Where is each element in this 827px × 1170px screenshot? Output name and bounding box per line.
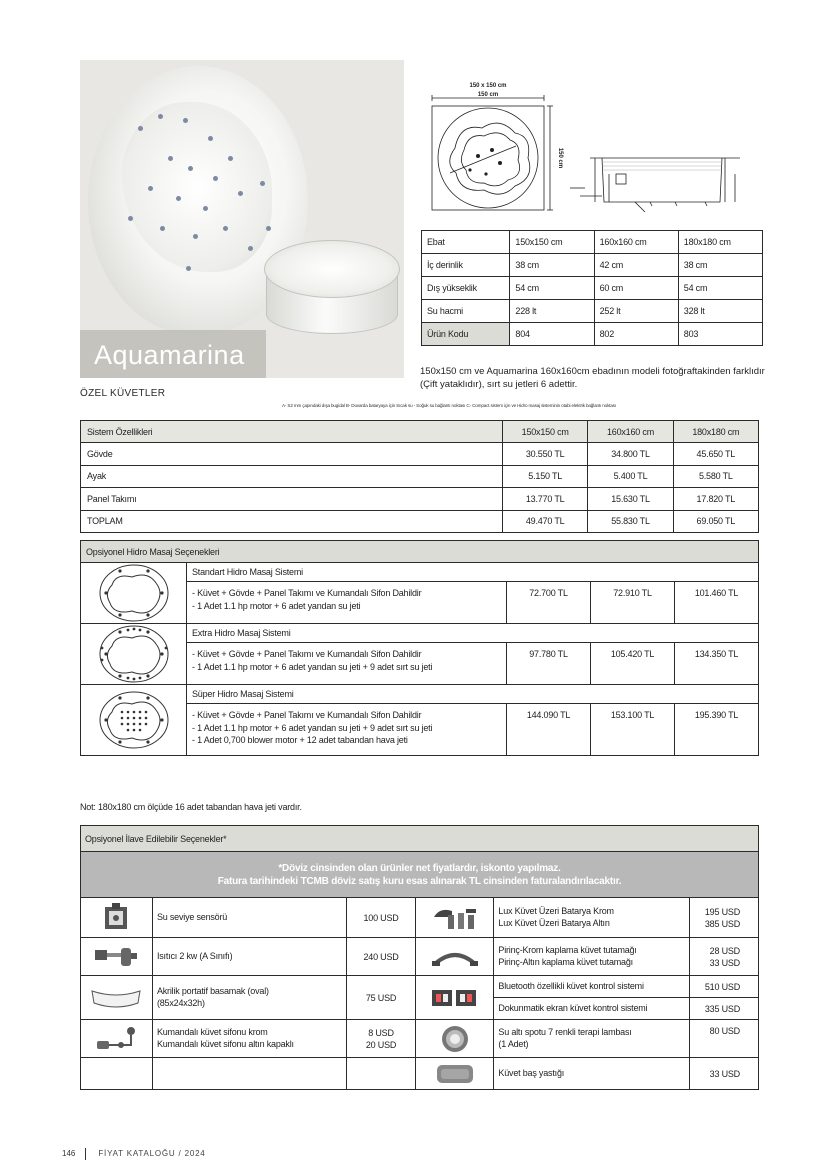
option-price-line: 20 USD — [365, 1039, 397, 1050]
option-name — [494, 938, 690, 976]
size-header: 160x160 cm — [588, 421, 673, 443]
option-price: 335 USD — [690, 998, 759, 1020]
hydro-system-row — [81, 685, 759, 704]
hydro-system-image — [81, 624, 187, 685]
spec-label: Dış yükseklik — [422, 277, 510, 300]
spec-value: 328 lt — [678, 300, 762, 323]
spec-row — [422, 231, 763, 254]
price-value: 15.630 TL — [588, 488, 673, 510]
hydro-system-row — [81, 563, 759, 582]
option-name — [152, 976, 346, 1020]
option-price-line: 33 USD — [709, 957, 740, 968]
hydro-system-image — [81, 685, 187, 756]
option-price: 240 USD — [346, 938, 416, 976]
price-value: 69.050 TL — [673, 510, 758, 532]
price-label: Ayak — [81, 465, 503, 487]
option-row — [81, 976, 759, 998]
spec-label: Su hacmi — [422, 300, 510, 323]
bathtub-side-view-image — [264, 240, 400, 340]
option-row — [81, 1058, 759, 1090]
price-row — [81, 488, 759, 510]
faucet-icon — [430, 903, 480, 933]
control-panel-icon — [430, 988, 480, 1008]
hydro-line: - 1 Adet 0,700 blower motor + 12 adet tabandan hava jeti — [192, 735, 408, 746]
hydro-price: 153.100 TL — [591, 704, 675, 756]
heater-icon — [91, 942, 141, 972]
model-note: 150x150 cm ve Aquamarina 160x160cm ebadının modeli fotoğraftakinden farklıdır (Çift yataklıdır), sırt su jetleri 6 adettir. — [420, 366, 765, 390]
hydro-price: 72.910 TL — [591, 582, 675, 624]
price-value: 49.470 TL — [503, 510, 588, 532]
spec-value: 60 cm — [594, 277, 678, 300]
hydro-system-name: Süper Hidro Masaj Sistemi — [187, 685, 759, 704]
option-icon-cell — [81, 898, 153, 938]
spec-value: 804 — [510, 323, 594, 346]
option-price-line: 28 USD — [709, 945, 740, 956]
price-label: TOPLAM — [81, 510, 503, 532]
spec-value: 252 lt — [594, 300, 678, 323]
spec-label: İç derinlik — [422, 254, 510, 277]
price-label: Panel Takımı — [81, 488, 503, 510]
option-empty-cell — [346, 1058, 416, 1090]
spec-value: 803 — [678, 323, 762, 346]
standard-hydro-tub-icon — [92, 563, 176, 623]
spec-row — [422, 323, 763, 346]
spec-value: 54 cm — [510, 277, 594, 300]
handle-icon — [430, 945, 480, 969]
price-value: 34.800 TL — [588, 443, 673, 465]
step-icon — [88, 983, 144, 1013]
hydro-price: 97.780 TL — [507, 643, 591, 685]
catalog-title: FİYAT KATALOĞU / 2024 — [98, 1149, 206, 1159]
option-name — [152, 1020, 346, 1058]
drawing-legend: A- S2 mm çapındaki dışa bugidal B- Duvarda bataryaya için Sıcak su - Soğuk su bağlantı noktası C- Compact sistem için ve Hidro masaj sisteminin otabi elektrik bağlantı noktası — [282, 403, 617, 408]
option-price — [690, 898, 759, 938]
drain-icon — [91, 1025, 141, 1053]
product-photo — [80, 60, 404, 378]
option-name-line: Su altı spotu 7 renkli terapi lambası — [498, 1027, 632, 1037]
spec-value: 180x180 cm — [678, 231, 762, 254]
spec-row — [422, 300, 763, 323]
price-total-row — [81, 510, 759, 532]
hydro-system-description — [187, 643, 507, 685]
option-name — [494, 1020, 690, 1058]
option-name-line: Pirinç-Krom kaplama küvet tutamağı — [498, 945, 637, 955]
spec-value: 54 cm — [678, 277, 762, 300]
option-price: 510 USD — [690, 976, 759, 998]
option-empty-cell — [152, 1058, 346, 1090]
price-row — [81, 443, 759, 465]
hydro-price: 101.460 TL — [675, 582, 759, 624]
hydro-system-name: Extra Hidro Masaj Sistemi — [187, 624, 759, 643]
option-name: Isıtıcı 2 kw (A Sınıfı) — [152, 938, 346, 976]
option-price — [346, 1020, 416, 1058]
option-row — [81, 1020, 759, 1058]
option-icon-cell — [81, 938, 153, 976]
option-name: Dokunmatik ekran küvet kontrol sistemi — [494, 998, 690, 1020]
option-row — [81, 898, 759, 938]
spec-row — [422, 254, 763, 277]
hydro-price: 144.090 TL — [507, 704, 591, 756]
hydro-system-description — [187, 704, 507, 756]
option-icon-cell — [416, 1058, 494, 1090]
spec-row — [422, 277, 763, 300]
option-price: 80 USD — [690, 1020, 759, 1058]
product-title-bar — [80, 330, 266, 378]
option-icon-cell — [416, 976, 494, 1020]
hydro-system-row — [81, 624, 759, 643]
option-price — [690, 938, 759, 976]
price-value: 17.820 TL — [673, 488, 758, 510]
option-name-line: Akrilik portatif basamak (oval) — [156, 986, 269, 996]
option-name: Küvet baş yastığı — [494, 1058, 690, 1090]
hydro-header: Opsiyonel Hidro Masaj Seçenekleri — [81, 541, 759, 563]
price-header-row — [81, 421, 759, 443]
option-name-line: Pirinç-Altın kaplama küvet tutamağı — [498, 956, 633, 967]
spec-value: 228 lt — [510, 300, 594, 323]
price-value: 5.400 TL — [588, 465, 673, 487]
hydro-line: - Küvet + Gövde + Panel Takımı ve Kumandalı Sifon Dahildir — [192, 588, 422, 598]
technical-drawing — [420, 78, 765, 224]
hydro-price: 72.700 TL — [507, 582, 591, 624]
hydro-system-name: Standart Hidro Masaj Sistemi — [187, 563, 759, 582]
size-note: Not: 180x180 cm ölçüde 16 adet tabandan hava jeti vardır. — [80, 802, 302, 812]
option-name: Bluetooth özellikli küvet kontrol sistemi — [494, 976, 690, 998]
option-icon-cell — [416, 938, 494, 976]
option-row — [81, 938, 759, 976]
currency-banner-row — [81, 852, 759, 898]
pillow-icon — [435, 1063, 475, 1085]
currency-banner — [81, 852, 759, 898]
spec-value: 150x150 cm — [510, 231, 594, 254]
option-icon-cell — [81, 1020, 153, 1058]
spotlight-icon — [440, 1024, 470, 1054]
hydro-price: 134.350 TL — [675, 643, 759, 685]
spec-value: 802 — [594, 323, 678, 346]
option-name-line: Lux Küvet Üzeri Batarya Krom — [498, 906, 614, 916]
hydro-line: - Küvet + Gövde + Panel Takımı ve Kumandalı Sifon Dahildir — [192, 649, 422, 659]
option-price-line: 195 USD — [704, 906, 740, 917]
category-label: ÖZEL KÜVETLER — [80, 388, 166, 399]
option-icon-cell — [416, 1020, 494, 1058]
page-number: 146 — [62, 1149, 76, 1159]
price-value: 5.580 TL — [673, 465, 758, 487]
currency-banner-line: *Döviz cinsinden olan ürünler net fiyatlardır, iskonto yapılmaz. — [278, 862, 561, 874]
hydro-line: - 1 Adet 1.1 hp motor + 6 adet yandan su jeti — [192, 600, 361, 611]
hydro-line: - 1 Adet 1.1 hp motor + 6 adet yandan su jeti + 9 adet sırt su jeti — [192, 661, 433, 672]
option-name-line: (1 Adet) — [498, 1038, 529, 1049]
option-price-line: 385 USD — [704, 918, 740, 929]
option-price: 33 USD — [690, 1058, 759, 1090]
extra-hydro-tub-icon — [92, 624, 176, 684]
drawing-dim-width: 150 cm — [477, 92, 499, 98]
spec-value: 42 cm — [594, 254, 678, 277]
price-value: 5.150 TL — [503, 465, 588, 487]
options-table — [80, 825, 759, 1090]
price-row — [81, 465, 759, 487]
price-value: 55.830 TL — [588, 510, 673, 532]
option-name-line: Kumandalı küvet sifonu krom — [156, 1027, 268, 1037]
size-header: 150x150 cm — [503, 421, 588, 443]
spec-label: Ürün Kodu — [422, 323, 510, 346]
hydro-massage-table — [80, 540, 759, 756]
option-icon-cell — [81, 976, 153, 1020]
drawing-dim-top: 150 x 150 cm — [469, 83, 507, 89]
option-name — [494, 898, 690, 938]
option-name-line: Lux Küvet Üzeri Batarya Altın — [498, 917, 610, 928]
option-price-line: 8 USD — [368, 1027, 394, 1038]
spec-label: Ebat — [422, 231, 510, 254]
option-price: 100 USD — [346, 898, 416, 938]
option-price: 75 USD — [346, 976, 416, 1020]
options-header: Opsiyonel İlave Edilebilir Seçenekler* — [81, 826, 759, 852]
spec-value: 160x160 cm — [594, 231, 678, 254]
price-value: 30.550 TL — [503, 443, 588, 465]
drawing-dim-height: 150 cm — [557, 147, 563, 169]
hydro-line: - 1 Adet 1.1 hp motor + 6 adet yandan su jeti + 9 adet sırt su jeti — [192, 722, 433, 733]
option-name-line: Kumandalı küvet sifonu altın kapaklı — [156, 1038, 294, 1049]
option-icon-cell — [81, 1058, 153, 1090]
spec-value: 38 cm — [510, 254, 594, 277]
price-value: 13.770 TL — [503, 488, 588, 510]
hydro-system-description — [187, 582, 507, 624]
price-value: 45.650 TL — [673, 443, 758, 465]
footer — [62, 1148, 206, 1160]
price-table — [80, 420, 759, 533]
hydro-line: - Küvet + Gövde + Panel Takımı ve Kumandalı Sifon Dahildir — [192, 710, 422, 720]
option-name-line: (85x24x32h) — [156, 997, 205, 1008]
price-header-label: Sistem Özellikleri — [81, 421, 503, 443]
hydro-price: 105.420 TL — [591, 643, 675, 685]
super-hydro-tub-icon — [92, 690, 176, 750]
spec-table — [421, 230, 763, 346]
size-header: 180x180 cm — [673, 421, 758, 443]
price-label: Gövde — [81, 443, 503, 465]
option-name: Su seviye sensörü — [152, 898, 346, 938]
water-level-sensor-icon — [99, 903, 133, 933]
spec-value: 38 cm — [678, 254, 762, 277]
options-header-row — [81, 826, 759, 852]
hydro-price: 195.390 TL — [675, 704, 759, 756]
product-title: Aquamarina — [94, 340, 245, 370]
hydro-header-row — [81, 541, 759, 563]
option-icon-cell — [416, 898, 494, 938]
hydro-system-image — [81, 563, 187, 624]
currency-banner-line: Fatura tarihindeki TCMB döviz satış kuru esas alınarak TL cinsinden faturalandırılacaktır. — [217, 875, 622, 887]
